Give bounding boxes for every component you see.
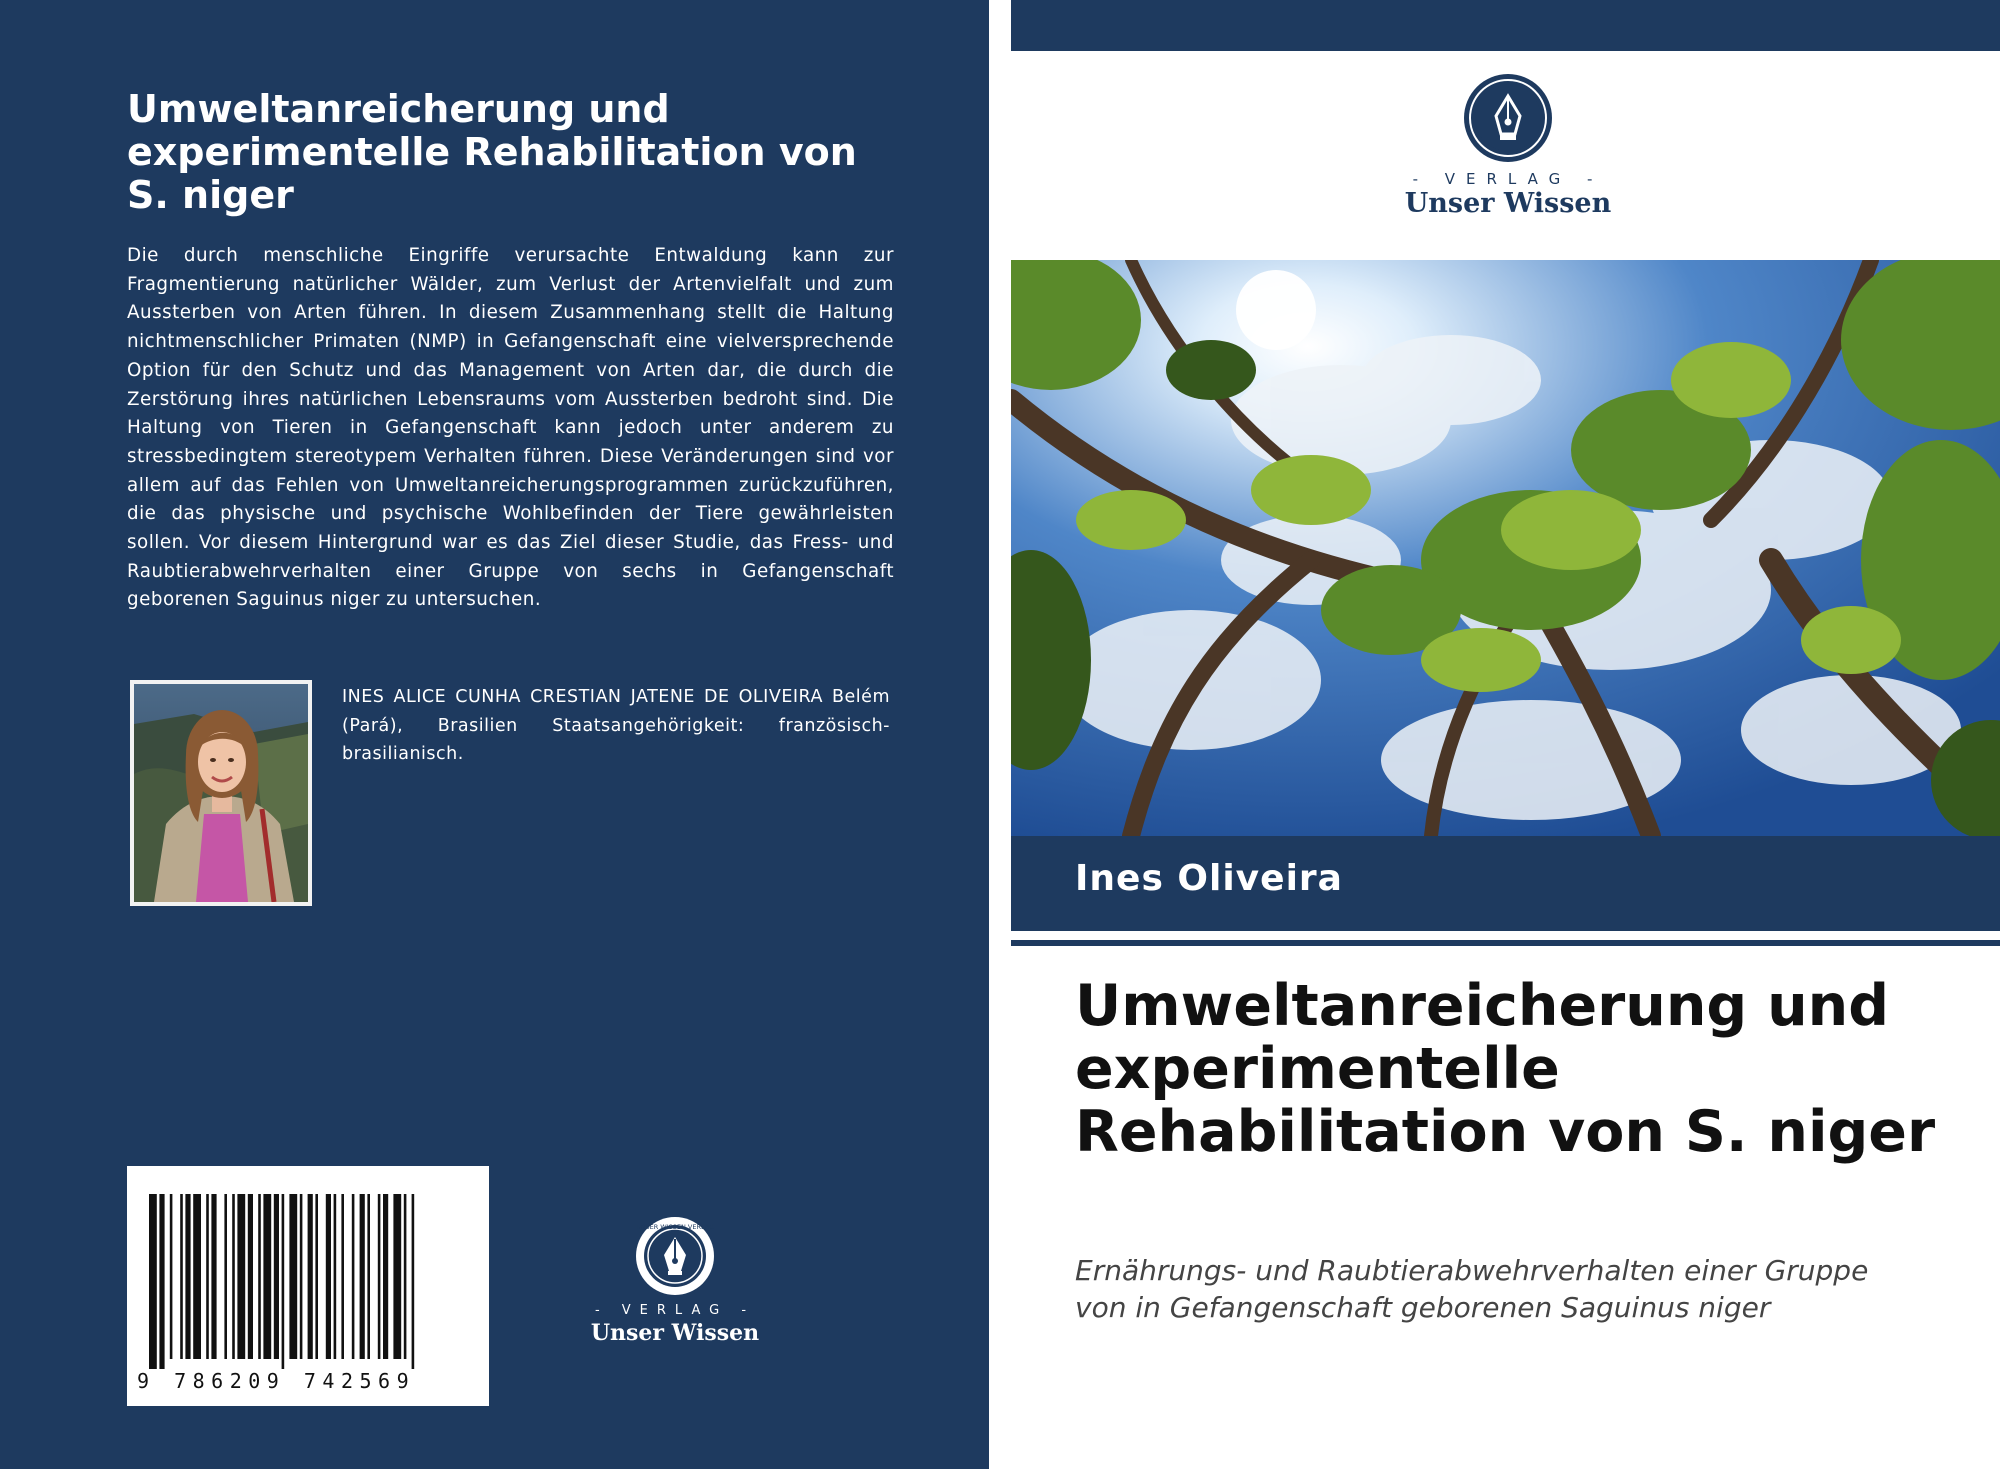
back-publisher-logo — [580, 1215, 770, 1346]
barcode-bar — [341, 1194, 344, 1359]
front-cover-title: Umweltanreicherung und experimentelle Rehabilitation von S. niger — [1075, 973, 1936, 1165]
barcode-bar — [282, 1194, 285, 1369]
barcode-bar — [185, 1194, 190, 1359]
barcode-bar — [360, 1194, 365, 1359]
barcode-bar — [180, 1194, 183, 1359]
barcode-bar — [326, 1194, 331, 1359]
barcode-bar — [274, 1194, 279, 1359]
author-bio: INES ALICE CUNHA CRESTIAN JATENE DE OLIVEIRA Belém (Pará), Brasilien Staatsangehörigkeit: französisch-brasilianisch. — [342, 687, 890, 765]
barcode-bar — [263, 1194, 271, 1359]
front-cover — [1011, 0, 2000, 1469]
author-band — [1011, 836, 2000, 931]
barcode-bar — [237, 1194, 245, 1359]
front-logo-name: Unser Wissen — [1404, 188, 1612, 219]
back-cover-blurb: Die durch menschliche Eingriffe verursachte Entwaldung kann zur Fragmentierung natürlicher Wälder, zum Verlust der Artenvielfalt und zum Aussterben von Arten führen. In diesem Zusammenhang stellt die Haltung nichtmenschlicher Primaten (NMP) in Gefangenschaft eine vielversprechende Option für den Schutz und das Management von Arten dar, die durch die Zerstörung ihres natürlichen Lebensraums vom Aussterben bedroht sind. Die Haltung von Tieren in Gefangenschaft kann jedoch unter anderem zu stressbedingtem stereotypem Verhalten führen. Diese Veränderungen sind vor allem auf das Fehlen von Umweltanreicherungsprogrammen zurückzuführen, die das physische und psychische Wohlbefinden der Tiere gewährleisten sollen. Vor diesem Hintergrund war es das Ziel dieser Studie, das Fress- und Raubtierabwehrverhalten einer Gruppe von sechs in Gefangenschaft geborenen Saguinus niger zu untersuchen. — [127, 245, 894, 611]
barcode-bar — [193, 1194, 201, 1359]
barcode-bar — [211, 1194, 216, 1359]
barcode-bar — [232, 1194, 235, 1359]
fountain-pen-nib-icon — [1462, 72, 1554, 164]
barcode-bar — [367, 1194, 370, 1359]
barcode-bar — [393, 1194, 401, 1359]
isbn-barcode — [127, 1166, 489, 1406]
barcode-bar — [248, 1194, 253, 1359]
barcode-bar — [300, 1194, 303, 1359]
barcode-bar — [334, 1194, 337, 1359]
front-cover-subtitle: Ernährungs- und Raubtierabwehrverhalten einer Gruppe von in Gefangenschaft geborenen Saguinus niger — [1075, 1254, 1869, 1324]
barcode-bar — [352, 1194, 355, 1359]
barcode-bar — [159, 1194, 164, 1369]
barcode-bar — [378, 1194, 381, 1359]
barcode-bar — [383, 1194, 388, 1359]
barcode-bar — [170, 1194, 173, 1359]
back-logo-verlag: - VERLAG - — [594, 1303, 756, 1318]
barcode-bar — [206, 1194, 209, 1359]
isbn-digits: 9 786209 742569 — [137, 1369, 416, 1393]
front-author-name: Ines Oliveira — [1075, 858, 1343, 899]
back-cover — [0, 0, 989, 1469]
barcode-bar — [404, 1194, 407, 1359]
fountain-pen-nib-icon — [634, 1215, 716, 1297]
logo-ring-text: UNSER WISSEN VERLAG — [635, 1223, 715, 1231]
barcode-bar — [412, 1194, 415, 1369]
front-logo-verlag: - VERLAG - — [1412, 170, 1604, 188]
forest-canopy-photo — [1011, 260, 2000, 836]
back-cover-title: Umweltanreicherung und experimentelle Rehabilitation von S. niger — [127, 87, 857, 217]
spine — [989, 0, 1011, 1469]
front-publisher-logo — [1373, 72, 1643, 219]
barcode-bar — [149, 1194, 157, 1369]
barcode-bar — [308, 1194, 313, 1359]
back-logo-name: Unser Wissen — [590, 1320, 760, 1346]
barcode-bar — [289, 1194, 297, 1359]
barcode-bar — [258, 1194, 261, 1359]
barcode-bar — [224, 1194, 227, 1359]
author-photo — [130, 680, 312, 906]
barcode-bar — [315, 1194, 318, 1359]
front-top-bar — [1011, 0, 2000, 51]
divider-line — [1011, 940, 2000, 946]
